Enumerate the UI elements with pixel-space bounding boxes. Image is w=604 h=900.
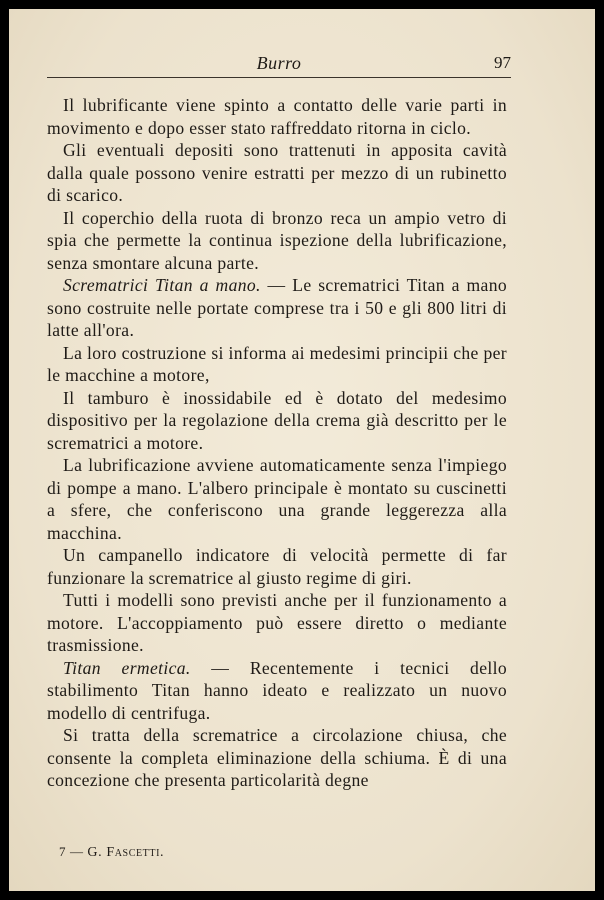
- running-head-title: Burro: [256, 53, 302, 73]
- running-head: [47, 47, 511, 77]
- book-page: [9, 9, 595, 891]
- signature-author: G. Fascetti.: [87, 845, 165, 860]
- paragraph: Un campanello indicatore di velocità permette di far funzionare la scrematrice al giusto regime di giri.: [47, 545, 507, 588]
- paragraph: Tutti i modelli sono previsti anche per il funzionamento a motore. L'accoppiamento può essere diretto o mediante trasmissione.: [47, 590, 507, 655]
- signature-number: 7 —: [59, 844, 84, 859]
- paragraph: La loro costruzione si informa ai medesimi principii che per le macchine a motore,: [47, 342, 507, 385]
- running-head-rule: [47, 77, 511, 78]
- paragraph: Titan ermetica. — Recentemente i tecnici dello stabilimento Titan hanno ideato e realizzato un nuovo modello di centrifuga.: [47, 657, 507, 723]
- paragraph: Il lubrificante viene spinto a contatto delle varie parti in movimento e dopo esser stato raffreddato ritorna in ciclo.: [47, 95, 507, 138]
- section-lead: Titan ermetica.: [63, 657, 191, 678]
- paragraph: Il tamburo è inossidabile ed è dotato del medesimo dispositivo per la regolazione della crema già descritto per le scrematrici a motore.: [47, 387, 507, 453]
- paragraph: Scrematrici Titan a mano. — Le scrematrici Titan a mano sono costruite nelle portate comprese tra i 50 e gli 800 litri di latte all'ora.: [47, 275, 507, 340]
- paragraph: Gli eventuali depositi sono trattenuti in apposita cavità dalla quale possono venire estratti per mezzo di un rubinetto di scarico.: [47, 140, 507, 205]
- section-lead: Scrematrici Titan a mano.: [63, 275, 261, 295]
- paragraph: Il coperchio della ruota di bronzo reca un ampio vetro di spia che permette la continua ispezione della lubrificazione, senza smontare alcuna parte.: [47, 207, 507, 273]
- paragraph: Si tratta della scrematrice a circolazione chiusa, che consente la completa eliminazione della schiuma. È di una concezione che presenta particolarità degne: [47, 725, 507, 790]
- body-text: [47, 94, 507, 792]
- paragraph: La lubrificazione avviene automaticamente senza l'impiego di pompe a mano. L'albero principale è montato su cuscinetti a sfere, che conferiscono una grande leggerezza alla macchina.: [47, 455, 507, 543]
- signature-mark: [59, 844, 164, 861]
- page-number: 97: [494, 53, 511, 72]
